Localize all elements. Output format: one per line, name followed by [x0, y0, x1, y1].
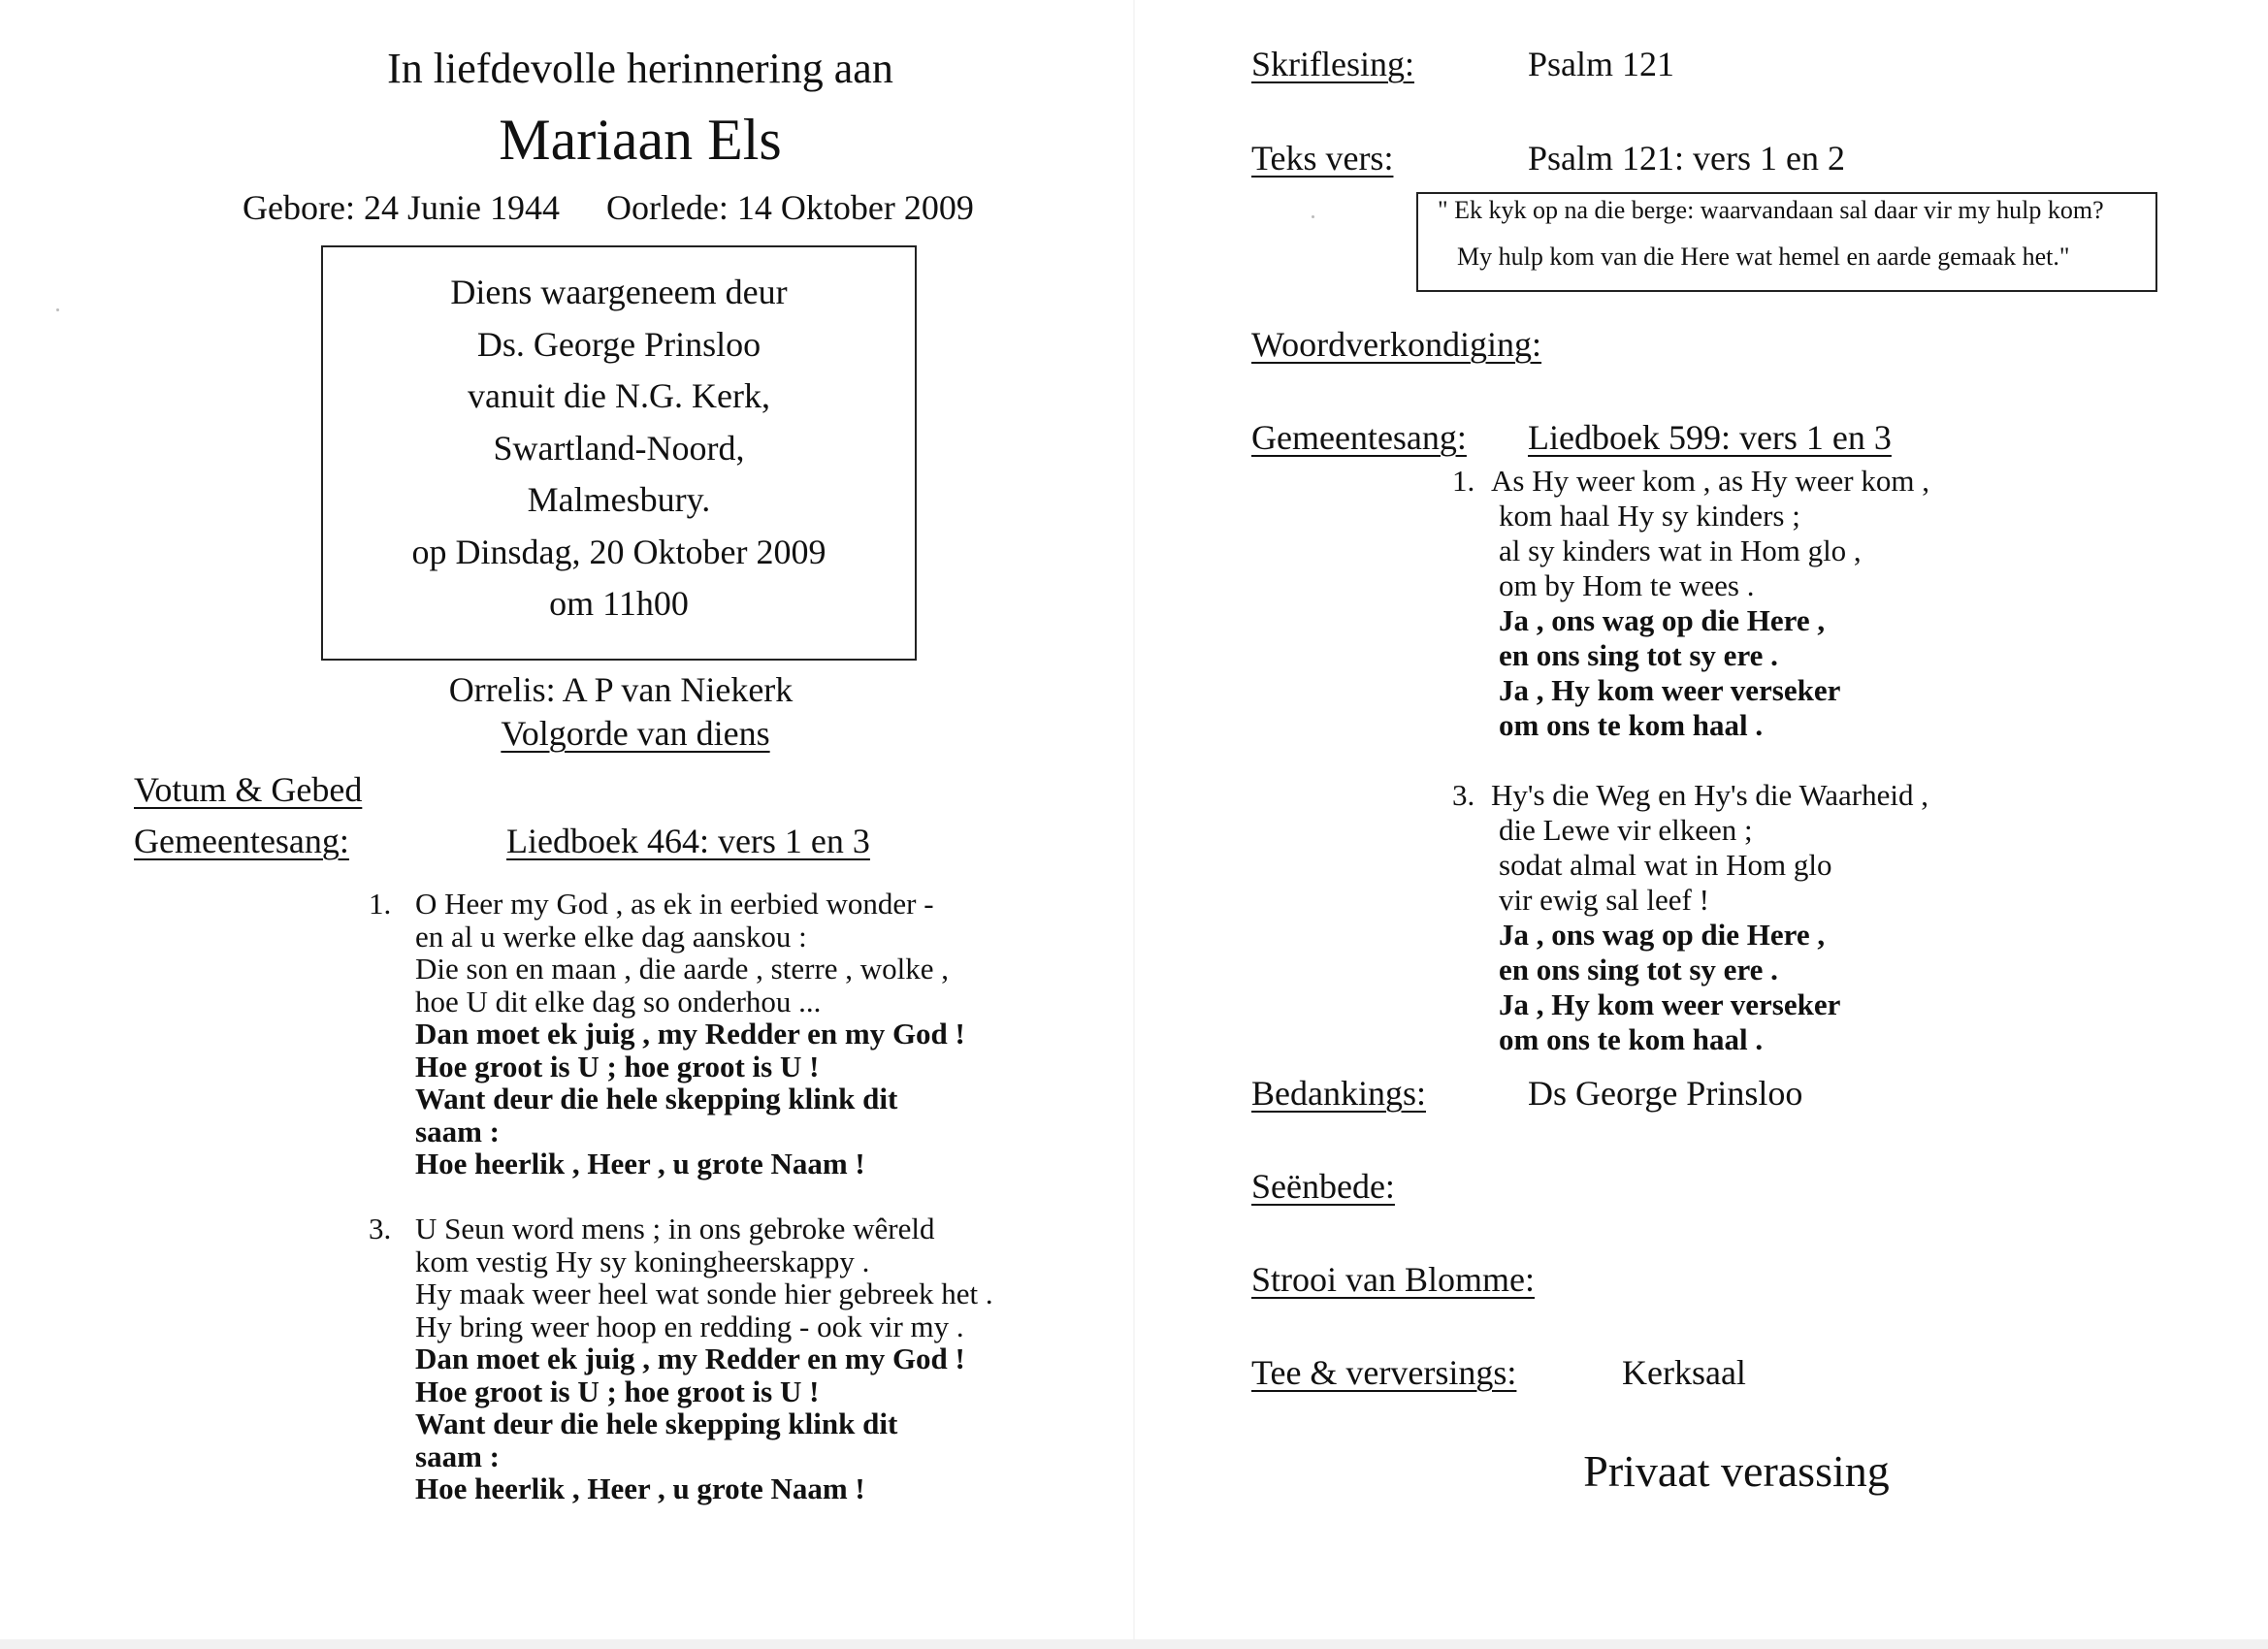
service-details-box: [321, 245, 917, 661]
thanks-label: Bedankings:: [1251, 1074, 1426, 1113]
memorial-title: In liefdevolle herinnering aan: [387, 45, 893, 92]
quote-line: My hulp kom van die Here wat hemel en aarde gemaak het.": [1457, 242, 2070, 271]
text-verse-value: Psalm 121: vers 1 en 2: [1528, 139, 1845, 178]
chorus-line: om ons te kom haal .: [1499, 708, 1764, 742]
hymn-verse-3-right: [1499, 813, 1840, 1057]
verse-line: U Seun word mens ; in ons gebroke wêreld: [415, 1212, 935, 1245]
chorus-line: Dan moet ek juig , my Redder en my God !: [415, 1017, 965, 1051]
verse-line: sodat almal wat in Hom glo: [1499, 848, 1832, 882]
life-dates: [243, 187, 974, 228]
verse-line: kom vestig Hy sy koningheerskappy .: [415, 1244, 870, 1278]
quote-line: " Ek kyk op na die berge: waarvandaan sal daar vir my hulp kom?: [1438, 196, 2104, 224]
scripture-quote-box: [1416, 192, 2157, 292]
chorus-line: Want deur die hele skepping klink dit: [415, 1406, 898, 1440]
flowers-label: Strooi van Blomme:: [1251, 1260, 1535, 1299]
chorus-line: Ja , ons wag op die Here ,: [1499, 918, 1826, 952]
chorus-line: saam :: [415, 1114, 500, 1148]
chorus-line: Ja , Hy kom weer verseker: [1499, 673, 1841, 707]
verse-number: 1.: [369, 887, 392, 921]
scan-speck: [1312, 215, 1314, 218]
verse-number: 1.: [1452, 464, 1475, 498]
chorus-line: Hoe heerlik , Heer , u grote Naam !: [415, 1471, 865, 1505]
service-line: Ds. George Prinsloo: [476, 324, 761, 364]
death-label: Oorlede:: [605, 188, 729, 227]
service-line: om 11h00: [549, 584, 689, 623]
scan-edge: [0, 1639, 2268, 1649]
verse-line: al sy kinders wat in Hom glo ,: [1499, 534, 1862, 567]
verse-line: O Heer my God , as ek in eerbied wonder -: [415, 887, 934, 921]
chorus-line: saam :: [415, 1439, 500, 1473]
birth-label: Gebore:: [243, 188, 355, 227]
chorus-line: Want deur die hele skepping klink dit: [415, 1082, 898, 1116]
reading-label: Skriflesing:: [1251, 45, 1414, 83]
thanks-value: Ds George Prinsloo: [1528, 1074, 1803, 1113]
verse-line: vir ewig sal leef !: [1499, 883, 1709, 917]
chorus-line: Ja , Hy kom weer verseker: [1499, 987, 1841, 1021]
chorus-line: om ons te kom haal .: [1499, 1022, 1764, 1056]
sermon-label: Woordverkondiging:: [1251, 325, 1542, 364]
service-line: Diens waargeneem deur: [450, 273, 788, 311]
scan-speck: [56, 308, 59, 311]
service-line: op Dinsdag, 20 Oktober 2009: [411, 532, 826, 571]
verse-line: die Lewe vir elkeen ;: [1499, 813, 1753, 847]
verse-line: kom haal Hy sy kinders ;: [1499, 499, 1800, 533]
hymn-verse-3: [415, 1212, 993, 1505]
chorus-line: Ja , ons wag op die Here ,: [1499, 603, 1826, 637]
verse-number: 3.: [369, 1212, 392, 1245]
hymn-verse-1-right: [1499, 499, 1862, 743]
verse-line: Hy maak weer heel wat sonde hier gebreek het .: [415, 1277, 993, 1310]
chorus-line: en ons sing tot sy ere .: [1499, 638, 1778, 672]
votum-heading: Votum & Gebed: [134, 770, 363, 809]
verse-line: om by Hom te wees .: [1499, 568, 1755, 602]
cremation-note: Privaat verassing: [1583, 1446, 1890, 1496]
chorus-line: en ons sing tot sy ere .: [1499, 953, 1778, 986]
chorus-line: Dan moet ek juig , my Redder en my God !: [415, 1342, 965, 1375]
service-line: vanuit die N.G. Kerk,: [468, 376, 770, 415]
verse-line: hoe U dit elke dag so onderhou ...: [415, 984, 822, 1018]
hymn-label-right: Gemeentesang:: [1251, 418, 1467, 457]
hymn-verse-1: [415, 888, 965, 1180]
verse-line: As Hy weer kom , as Hy weer kom ,: [1491, 464, 1929, 498]
hymn-ref-right: Liedboek 599: vers 1 en 3: [1528, 418, 1892, 457]
service-line: Malmesbury.: [527, 480, 711, 519]
service-line: Swartland-Noord,: [493, 428, 745, 468]
hymn-ref-left: Liedboek 464: vers 1 en 3: [506, 822, 870, 860]
death-date: 14 Oktober 2009: [736, 188, 974, 227]
order-heading: Volgorde van diens: [501, 714, 770, 753]
hymn-label-left: Gemeentesang:: [134, 822, 349, 860]
chorus-line: Hoe groot is U ; hoe groot is U !: [415, 1049, 820, 1083]
verse-line: Hy bring weer hoop en redding - ook vir my .: [415, 1309, 964, 1343]
deceased-name: Mariaan Els: [499, 108, 782, 172]
chorus-line: Hoe groot is U ; hoe groot is U !: [415, 1374, 820, 1408]
verse-number: 3.: [1452, 778, 1475, 812]
tea-label: Tee & verversings:: [1251, 1353, 1517, 1392]
chorus-line: Hoe heerlik , Heer , u grote Naam !: [415, 1147, 865, 1180]
verse-line: en al u werke elke dag aanskou :: [415, 919, 807, 954]
organist: Orrelis: A P van Niekerk: [448, 670, 794, 709]
verse-line: Hy's die Weg en Hy's die Waarheid ,: [1491, 778, 1928, 812]
verse-line: Die son en maan , die aarde , sterre , wolke ,: [415, 952, 950, 986]
tea-value: Kerksaal: [1622, 1353, 1746, 1392]
blessing-label: Seënbede:: [1251, 1167, 1395, 1206]
page-fold: [1133, 0, 1135, 1649]
text-verse-label: Teks vers:: [1251, 139, 1394, 178]
birth-date: 24 Junie 1944: [363, 188, 560, 227]
reading-value: Psalm 121: [1528, 45, 1675, 83]
